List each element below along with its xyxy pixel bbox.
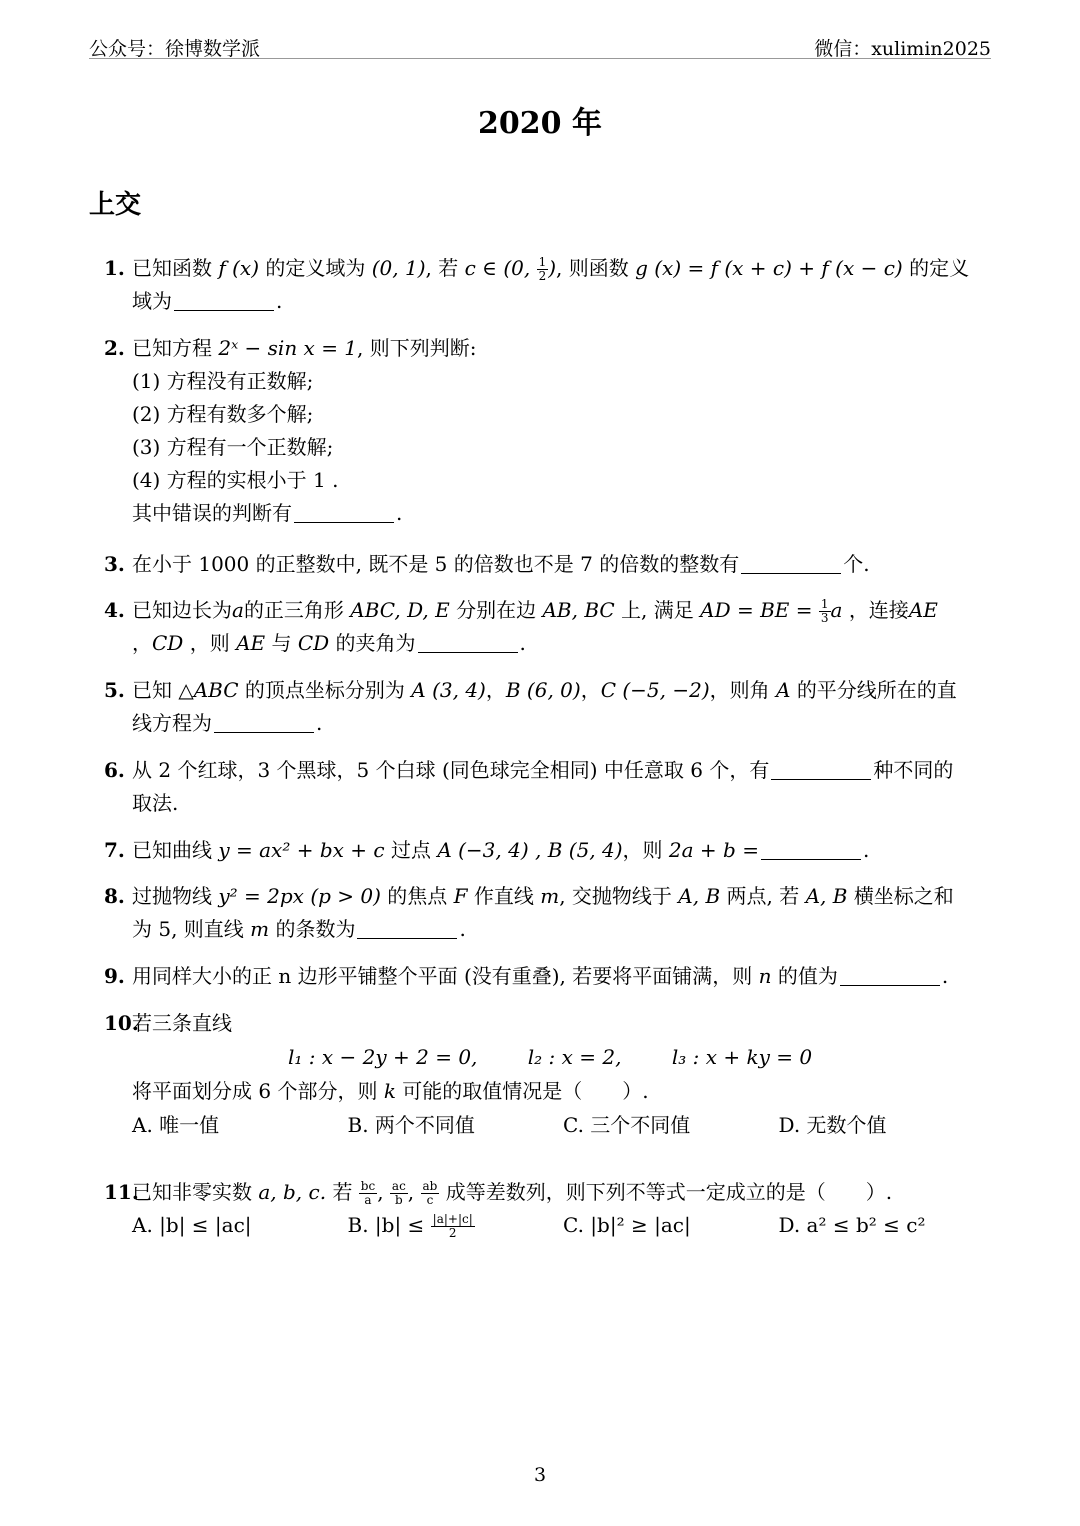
- choice-d: D. 无数个值: [778, 1113, 887, 1137]
- choice-c: C. |b|² ≥ |ac|: [563, 1213, 691, 1237]
- question-7: 7. 已知曲线 y = ax² + bx + c 过点 A (−3, 4) , B (5, 4)，则 2a + b = .: [104, 834, 994, 867]
- choice-a: A. 唯一值: [132, 1113, 220, 1137]
- choice-a: A. |b| ≤ |ac|: [132, 1213, 252, 1237]
- choice-d: D. a² ≤ b² ≤ c²: [778, 1213, 926, 1237]
- question-number: 9.: [104, 964, 125, 988]
- equation-l3: l₃ : x + ky = 0: [671, 1045, 813, 1069]
- equation-l2: l₂ : x = 2,: [527, 1045, 622, 1069]
- page-title: 2020 年: [478, 106, 602, 141]
- question-number: 6.: [104, 758, 125, 782]
- question-2: 2. 已知方程 2ˣ − sin x = 1, 则下列判断: (1) 方程没有正数解; (2) 方程有数多个解; (3) 方程有一个正数解; (4) 方程的实根小于 1 . 其中错误的判断有 .: [104, 332, 994, 530]
- answer-blank: [418, 632, 518, 653]
- fraction: $\frac{1}{3}$: [820, 597, 829, 625]
- fraction: $\frac{bc}{a}$: [360, 1179, 376, 1207]
- question-number: 10.: [104, 1011, 139, 1035]
- answer-blank: [741, 553, 841, 574]
- question-number: 4.: [104, 598, 125, 622]
- header-right: 微信：xulimin2025: [814, 38, 991, 60]
- answer-blank: [771, 759, 871, 780]
- question-4: 4. 已知边长为a的正三角形 ABC, D, E 分别在边 AB, BC 上, 满足 AD = BE = $\frac{1}{3}$ a ，连接AE ，CD ，则 AE 与 CD 的夹角为 .: [104, 594, 994, 660]
- section-heading: 上交: [89, 190, 142, 220]
- question-10: 10. 若三条直线 l₁ : x − 2y + 2 = 0, l₂ : x = 2, l₃ : x + ky = 0 将平面划分成 6 个部分，则 k 可能的取值情况是（ ）. A. 唯一值 B. 两个不同值 C. 三个不同值 D. 无数个值: [104, 1006, 994, 1142]
- answer-blank: [294, 502, 394, 523]
- equation-l1: l₁ : x − 2y + 2 = 0,: [288, 1045, 478, 1069]
- choices: [132, 1209, 994, 1242]
- question-1: 1. 已知函数 f (x) 的定义域为 (0, 1), 若 c ∈ (0, $\frac{1}{2}$ ), 则函数 g (x) = f (x + c) + f (x − c) 的定义 域为 .: [104, 252, 994, 318]
- answer-blank: [840, 965, 940, 986]
- fraction: $\frac{ab}{c}$: [422, 1179, 438, 1207]
- header-left: 公众号：徐博数学派: [89, 38, 261, 60]
- question-number: 5.: [104, 678, 125, 702]
- answer-blank: [357, 918, 457, 939]
- answer-blank: [174, 290, 274, 311]
- header-rule: [89, 58, 991, 59]
- question-5: 5. 已知 △ABC 的顶点坐标分别为 A (3, 4)，B (6, 0)，C (−5, −2)，则角 A 的平分线所在的直 线方程为 .: [104, 674, 994, 740]
- choices: [132, 1108, 994, 1142]
- fraction: $\frac{1}{2}$: [538, 255, 547, 283]
- choice-b: B. |b| ≤ $\frac{|a|+|c|}{2}$: [347, 1212, 473, 1240]
- choice-b: B. 两个不同值: [347, 1113, 475, 1137]
- option-2: (2) 方程有数多个解;: [132, 402, 314, 426]
- question-9: 9. 用同样大小的正 n 边形平铺整个平面 (没有重叠), 若要将平面铺满，则 n 的值为 .: [104, 960, 994, 993]
- page-number: 3: [533, 1464, 547, 1486]
- question-number: 7.: [104, 838, 125, 862]
- question-number: 11.: [104, 1180, 139, 1204]
- choice-c: C. 三个不同值: [563, 1113, 691, 1137]
- fraction: $\frac{|a|+|c|}{2}$: [432, 1212, 473, 1240]
- question-8: 8. 过抛物线 y² = 2px (p > 0) 的焦点 F 作直线 m, 交抛物线于 A, B 两点, 若 A, B 横坐标之和 为 5, 则直线 m 的条数为 .: [104, 880, 994, 946]
- question-3: 3. 在小于 1000 的正整数中, 既不是 5 的倍数也不是 7 的倍数的整数有 个.: [104, 548, 994, 581]
- question-6: 6. 从 2 个红球，3 个黑球，5 个白球 (同色球完全相同) 中任意取 6 个，有 种不同的 取法.: [104, 754, 994, 820]
- question-11: 11. 已知非零实数 a, b, c. 若 $\frac{bc}{a}$ , $\frac{ac}{b}$ , $\frac{ab}{c}$ 成等差数列，则下列不等式一定成立的是（ ）. A. |b| ≤ |ac| B. |b| ≤ $\frac{|a|+|c|}{2}$ C. |b|² ≥ |ac| D. a² ≤ b² ≤ c²: [104, 1176, 994, 1242]
- fraction: $\frac{ac}{b}$: [391, 1179, 406, 1207]
- question-number: 8.: [104, 884, 125, 908]
- question-number: 3.: [104, 552, 125, 576]
- option-1: (1) 方程没有正数解;: [132, 369, 314, 393]
- question-number: 1.: [104, 256, 125, 280]
- option-3: (3) 方程有一个正数解;: [132, 435, 334, 459]
- equation-line: [288, 1040, 994, 1074]
- option-4: (4) 方程的实根小于 1 .: [132, 468, 339, 492]
- question-number: 2.: [104, 336, 125, 360]
- answer-blank: [761, 839, 861, 860]
- answer-blank: [214, 712, 314, 733]
